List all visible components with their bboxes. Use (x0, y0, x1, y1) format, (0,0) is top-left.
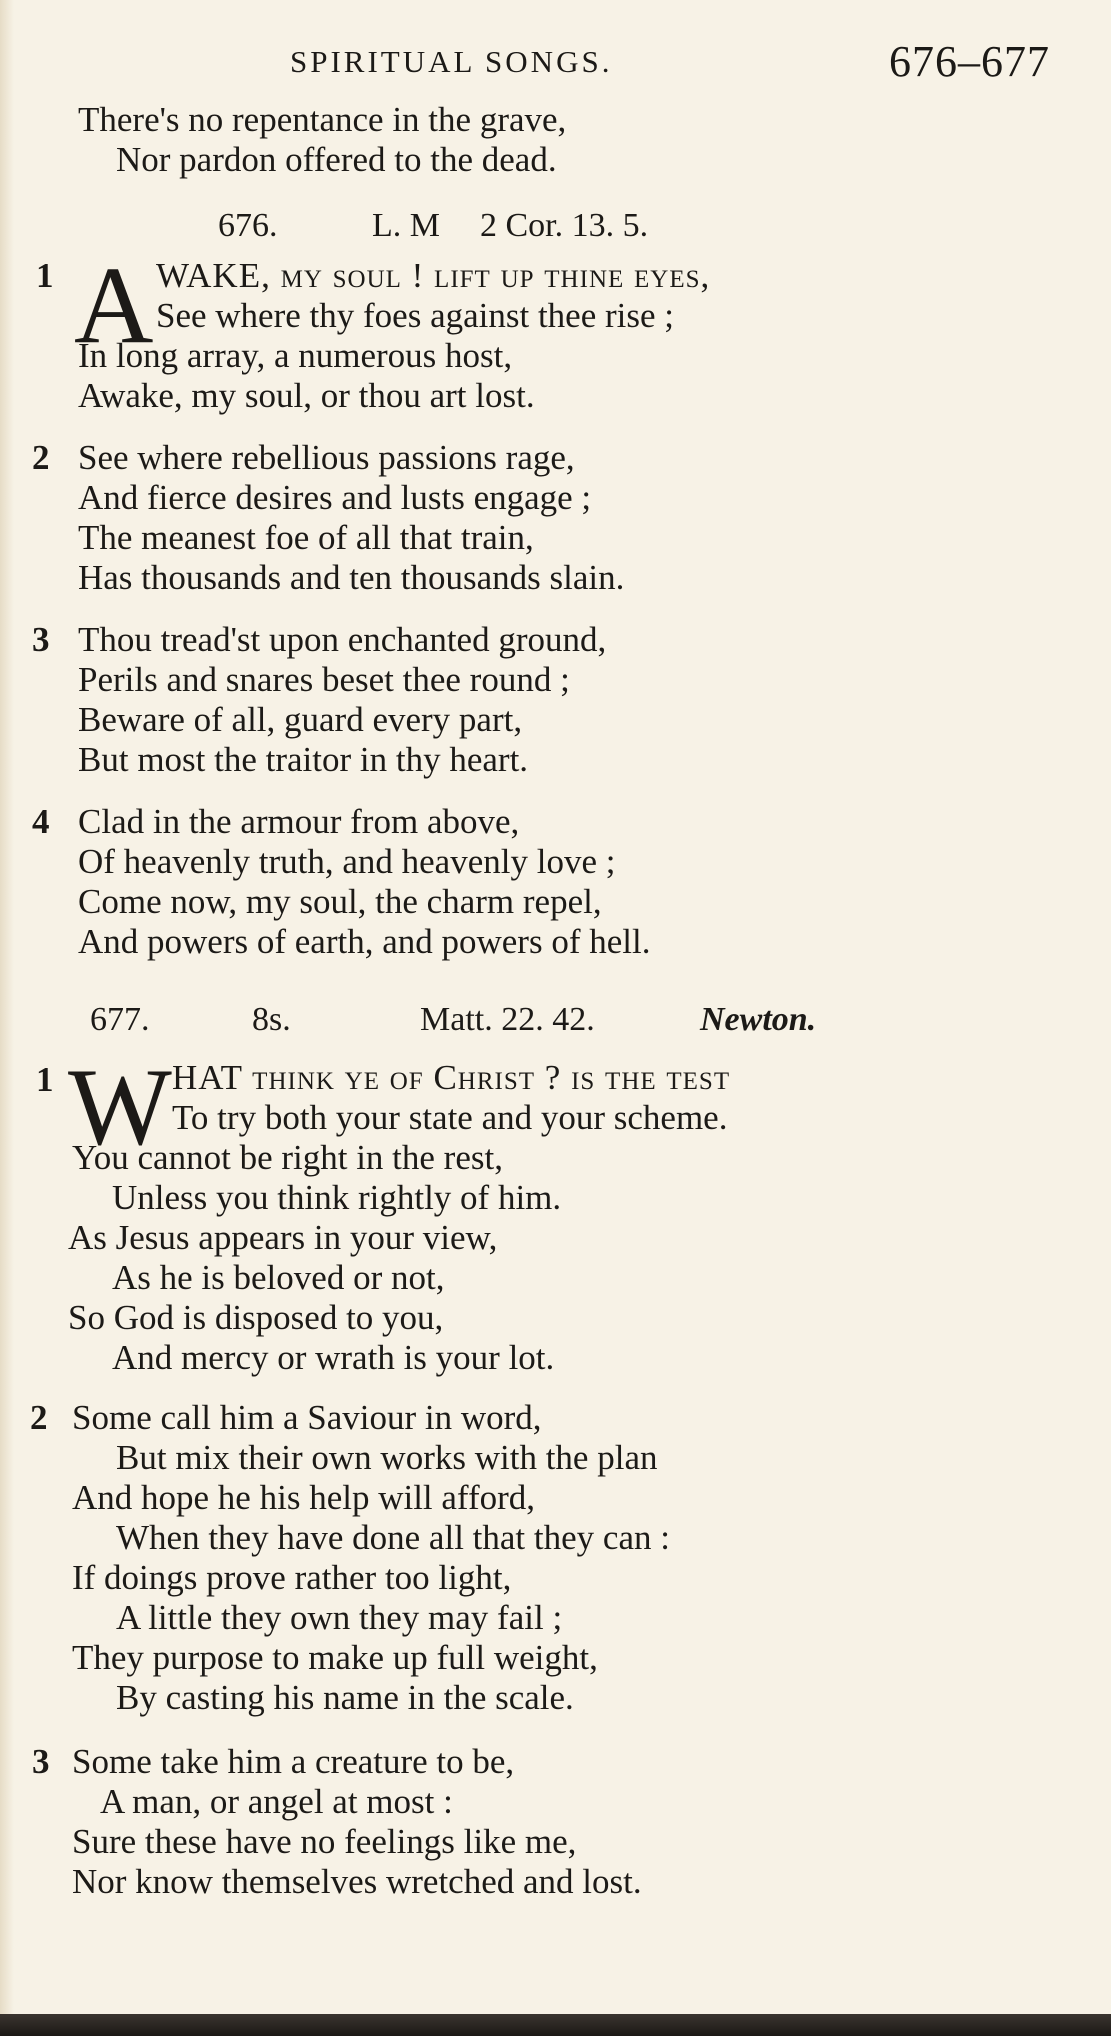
page-numbers: 676–677 (889, 37, 1050, 86)
verse-line: Thou tread'st upon enchanted ground, (78, 620, 607, 659)
running-title: SPIRITUAL SONGS. (290, 44, 613, 79)
carryover-line: Nor pardon offered to the dead. (116, 140, 557, 179)
verse-line: And powers of earth, and powers of hell. (78, 922, 651, 961)
verse-line: Awake, my soul, or thou art lost. (78, 376, 535, 415)
verse-line: Sure these have no feelings like me, (72, 1822, 577, 1861)
verse-line: If doings prove rather too light, (72, 1558, 512, 1597)
verse-line: Some take him a creature to be, (72, 1742, 515, 1781)
verse-line: Nor know themselves wretched and lost. (72, 1862, 642, 1901)
verse-line: By casting his name in the scale. (116, 1678, 574, 1717)
hymn-number: 677. (90, 1001, 150, 1038)
drop-cap-letter: A (74, 244, 154, 366)
hymn-meter: 8s. (252, 1001, 291, 1038)
verse-number: 3 (32, 620, 50, 659)
verse-number: 3 (32, 1742, 50, 1781)
verse-line: When they have done all that they can : (116, 1518, 670, 1557)
verse-line: The meanest foe of all that train, (78, 518, 534, 557)
verse-line: In long array, a numerous host, (78, 336, 513, 375)
verse-line: They purpose to make up full weight, (72, 1638, 598, 1677)
hymn-scripture-reference: Matt. 22. 42. (420, 1001, 595, 1038)
verse-line: As Jesus appears in your view, (68, 1218, 498, 1257)
page-bottom-edge (0, 2014, 1111, 2036)
verse-line: Has thousands and ten thousands slain. (78, 558, 625, 597)
verse-line: But most the traitor in thy heart. (78, 740, 529, 779)
hymn-number: 676. (218, 207, 278, 244)
verse-line: HAT think ye of Christ ? is the test (172, 1058, 731, 1097)
hymn-meter: L. M (372, 207, 440, 244)
verse-line: See where rebellious passions rage, (78, 438, 575, 477)
verse-line: And hope he his help will afford, (72, 1478, 536, 1517)
verse-line: Clad in the armour from above, (78, 802, 520, 841)
drop-cap-letter: W (68, 1046, 172, 1168)
hymn-scripture-reference: 2 Cor. 13. 5. (480, 207, 649, 244)
verse-line: As he is beloved or not, (112, 1258, 445, 1297)
verse-line: And mercy or wrath is your lot. (112, 1338, 555, 1377)
verse-line: A little they own they may fail ; (116, 1598, 563, 1637)
page-header (290, 37, 1050, 90)
verse-number: 1 (36, 1060, 54, 1099)
verse-number: 2 (32, 438, 50, 477)
verse-line: To try both your state and your scheme. (172, 1098, 728, 1137)
page-edge-shadow (0, 0, 14, 2036)
verse-line: You cannot be right in the rest, (72, 1138, 503, 1177)
verse-number: 1 (36, 256, 54, 295)
verse-line: See where thy foes against thee rise ; (156, 296, 675, 335)
verse-line: And fierce desires and lusts engage ; (78, 478, 592, 517)
verse-line: Unless you think rightly of him. (112, 1178, 562, 1217)
hymn-author: Newton. (700, 1001, 817, 1038)
verse-line: A man, or angel at most : (100, 1782, 453, 1821)
carryover-line: There's no repentance in the grave, (78, 100, 567, 139)
verse-number: 2 (30, 1398, 48, 1437)
verse-line: WAKE, my soul ! lift up thine eyes, (156, 256, 711, 295)
verse-line: Some call him a Saviour in word, (72, 1398, 542, 1437)
verse-line: But mix their own works with the plan (116, 1438, 658, 1477)
verse-line: So God is disposed to you, (68, 1298, 444, 1337)
verse-number: 4 (32, 802, 50, 841)
verse-line: Of heavenly truth, and heavenly love ; (78, 842, 616, 881)
verse-line: Come now, my soul, the charm repel, (78, 882, 602, 921)
verse-line: Beware of all, guard every part, (78, 700, 523, 739)
verse-line: Perils and snares beset thee round ; (78, 660, 570, 699)
